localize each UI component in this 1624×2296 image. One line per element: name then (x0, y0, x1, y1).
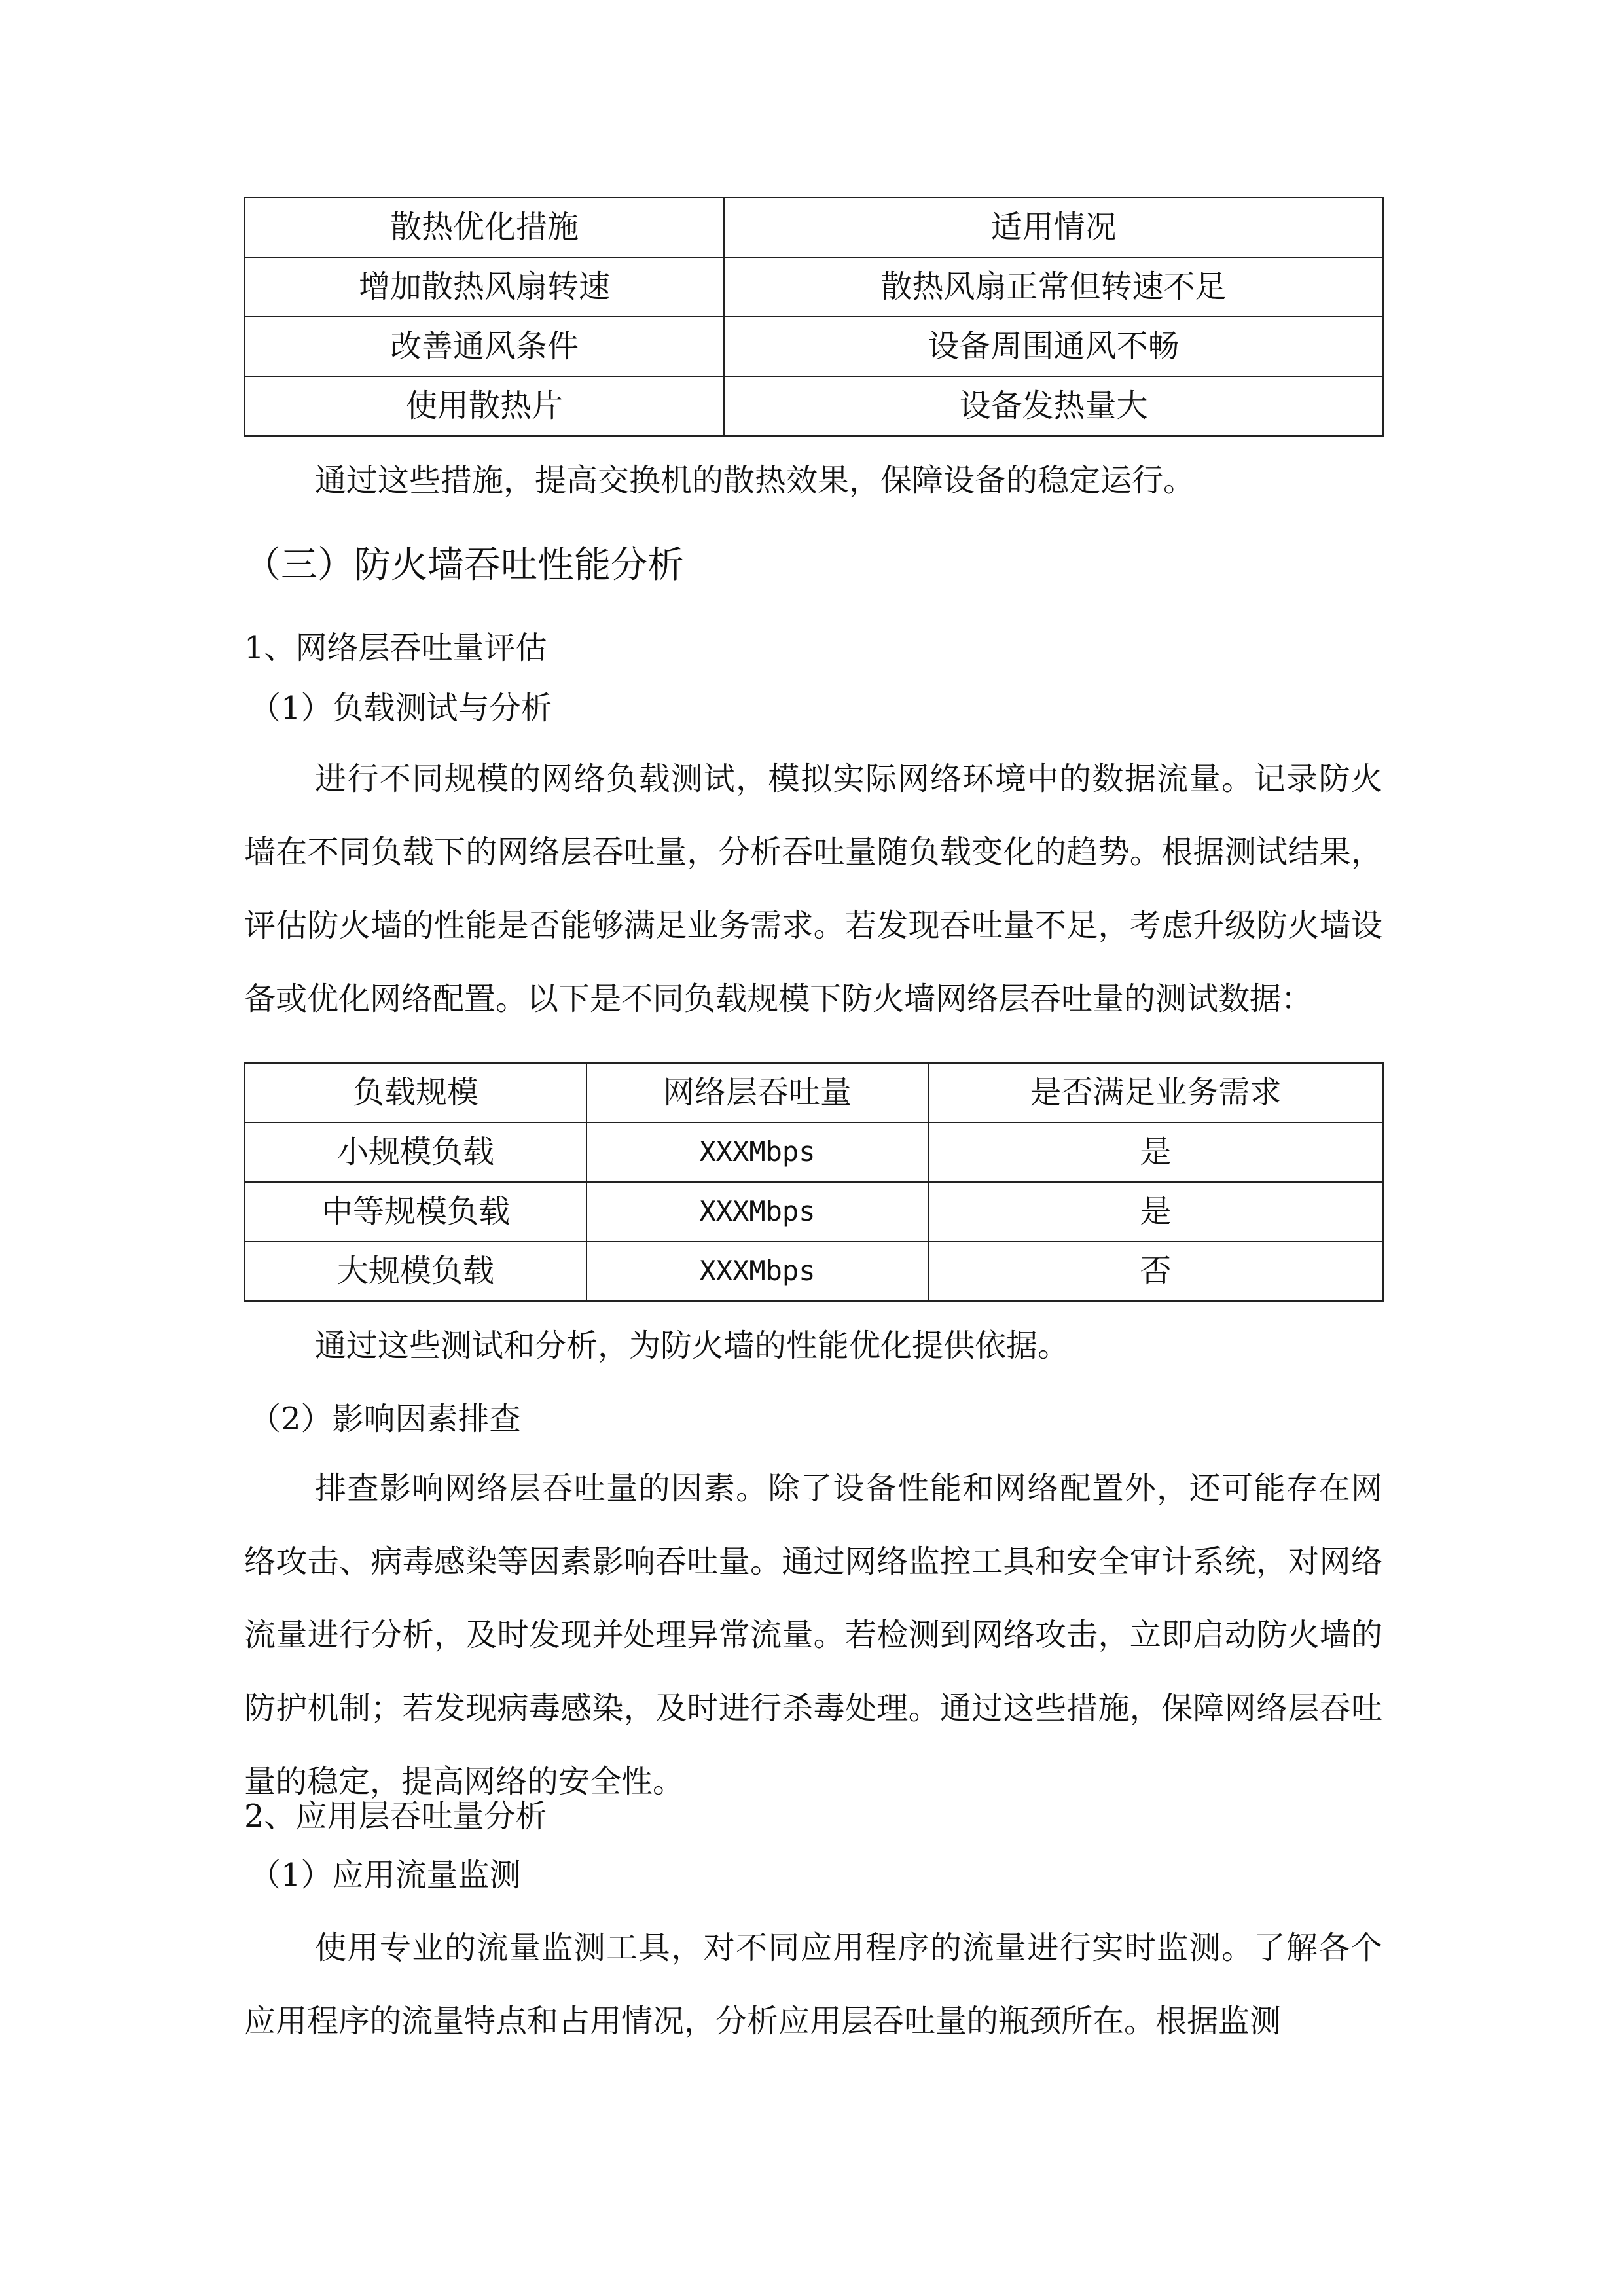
table-row (245, 1122, 1383, 1182)
table-cell: 改善通风条件 (245, 317, 724, 376)
table-cell: 设备周围通风不畅 (724, 317, 1383, 376)
subsection-heading: 1、网络层吞吐量评估 (244, 630, 547, 666)
throughput-test-table (244, 1062, 1384, 1302)
table-cell: 增加散热风扇转速 (245, 257, 724, 317)
subsection-heading: 2、应用层吞吐量分析 (244, 1798, 547, 1835)
table-cell: 小规模负载 (245, 1122, 586, 1182)
table-row (245, 376, 1383, 436)
paragraph-after-table1: 通过这些措施，提高交换机的散热效果，保障设备的稳定运行。 (315, 462, 1195, 499)
cooling-measures-table (244, 197, 1384, 437)
subsubsection-heading: （2）影响因素排查 (249, 1401, 521, 1437)
paragraph-app-monitor: 使用专业的流量监测工具，对不同应用程序的流量进行实时监测。了解各个应用程序的流量特点和占用情况，分析应用层吞吐量的瓶颈所在。根据监测 (244, 1929, 1382, 2039)
table-cell: 是 (928, 1122, 1383, 1182)
table-cell: 大规模负载 (245, 1242, 586, 1301)
table-cell: XXXMbps (586, 1182, 928, 1242)
table-cell: 使用散热片 (245, 376, 724, 436)
table-header-cell: 是否满足业务需求 (928, 1063, 1383, 1122)
table-cell: 否 (928, 1242, 1383, 1301)
table-cell: 散热风扇正常但转速不足 (724, 257, 1383, 317)
section-heading: （三）防火墙吞吐性能分析 (244, 544, 684, 586)
table-cell: 是 (928, 1182, 1383, 1242)
table-header-cell: 适用情况 (724, 198, 1383, 257)
paragraph-load-test: 进行不同规模的网络负载测试，模拟实际网络环境中的数据流量。记录防火墙在不同负载下的网络层吞吐量，分析吞吐量随负载变化的趋势。根据测试结果，评估防火墙的性能是否能够满足业务需求。若发现吞吐量不足，考虑升级防火墙设备或优化网络配置。以下是不同负载规模下防火墙网络层吞吐量的测试数据： (244, 761, 1382, 1017)
table-row (245, 257, 1383, 317)
table-cell: XXXMbps (586, 1122, 928, 1182)
table-header-row (245, 198, 1383, 257)
table-row (245, 1182, 1383, 1242)
paragraph-after-table2: 通过这些测试和分析，为防火墙的性能优化提供依据。 (315, 1327, 1070, 1364)
table-header-row (245, 1063, 1383, 1122)
table-header-cell: 负载规模 (245, 1063, 586, 1122)
table-cell: XXXMbps (586, 1242, 928, 1301)
paragraph-factors: 排查影响网络层吞吐量的因素。除了设备性能和网络配置外，还可能存在网络攻击、病毒感染等因素影响吞吐量。通过网络监控工具和安全审计系统，对网络流量进行分析，及时发现并处理异常流量。若检测到网络攻击，立即启动防火墙的防护机制；若发现病毒感染，及时进行杀毒处理。通过这些措施，保障网络层吞吐量的稳定，提高网络的安全性。 (244, 1470, 1382, 1800)
table-header-cell: 散热优化措施 (245, 198, 724, 257)
subsubsection-heading: （1）应用流量监测 (249, 1857, 521, 1893)
table-cell: 中等规模负载 (245, 1182, 586, 1242)
table-row (245, 317, 1383, 376)
table-cell: 设备发热量大 (724, 376, 1383, 436)
table-header-cell: 网络层吞吐量 (586, 1063, 928, 1122)
table-row (245, 1242, 1383, 1301)
subsubsection-heading: （1）负载测试与分析 (249, 690, 552, 726)
